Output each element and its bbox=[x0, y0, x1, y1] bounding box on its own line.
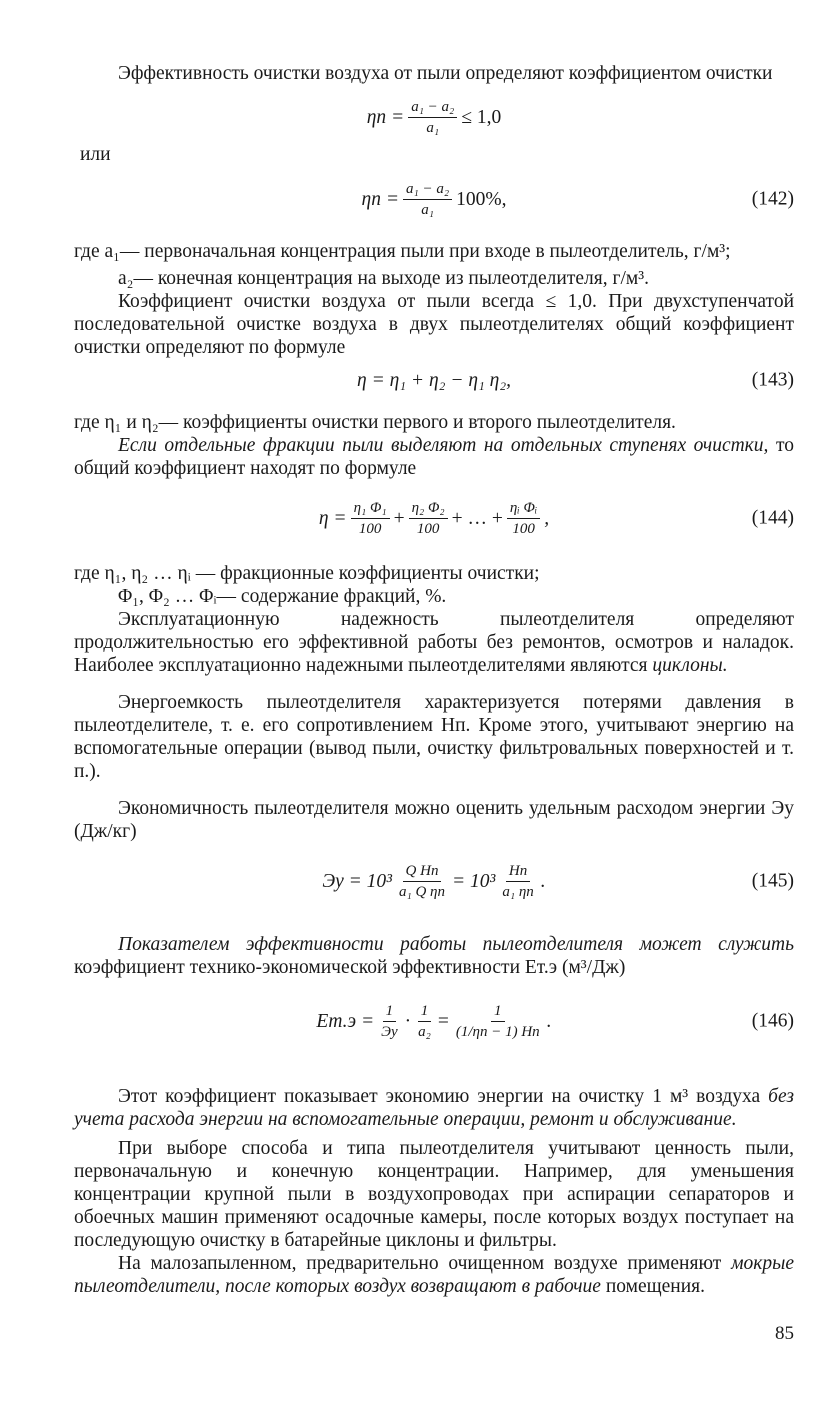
fraction bbox=[351, 499, 390, 538]
paragraph-two-stage: Коэффициент очистки воздуха от пыли всегда ≤ 1,0. При двухступенчатой последовательной очистке воздуха в двух пылеотделителях общий коэффициент очистки определяют по формуле bbox=[74, 291, 794, 358]
plus-sign: + bbox=[393, 507, 405, 529]
definition-a1: где a₁— первоначальная концентрация пыли при входе в пылеотделитель, г/м³; bbox=[74, 241, 731, 262]
formula-144 bbox=[74, 486, 794, 550]
page-number: 85 bbox=[775, 1323, 794, 1344]
fraction-denominator: Эу bbox=[381, 1023, 398, 1040]
formula-lhs: Эу = 10³ bbox=[322, 870, 392, 892]
fraction bbox=[415, 1002, 434, 1041]
plain-text: помещения. bbox=[600, 1276, 706, 1297]
definition-eta12: где η₁ и η₂— коэффициенты очистки первого и второго пылеотделителя. bbox=[74, 412, 676, 433]
ellipsis-sum: + … + bbox=[451, 507, 503, 529]
fraction-denominator: 100 bbox=[416, 520, 440, 537]
plain-text: На малозапыленном, предварительно очищенном воздухе применяют bbox=[118, 1253, 732, 1274]
equation-number: (145) bbox=[751, 870, 794, 892]
fraction-denominator: a₁ bbox=[426, 119, 440, 136]
definition-a2: a₂— конечная концентрация на выходе из пылеотделителя, г/м³. bbox=[118, 268, 649, 289]
plain-text: коэффициент технико-экономической эффективности Eт.э (м³/Дж) bbox=[74, 957, 626, 978]
formula-rhs: ≤ 1,0 bbox=[461, 106, 502, 128]
formula-lhs: ηп = bbox=[366, 106, 405, 128]
fraction-numerator: Q Hп bbox=[403, 862, 442, 882]
equation-number: (146) bbox=[751, 1010, 794, 1032]
paragraph-efficiency: Эффективность очистки воздуха от пыли определяют коэффициентом очистки bbox=[118, 63, 773, 84]
italic-text: мокрые пылеотделители, после которых воздух возвращают в рабочие bbox=[74, 1253, 794, 1297]
formula-146 bbox=[74, 983, 794, 1059]
definition-eta-i: где η₁, η₂ … ηᵢ — фракционные коэффициенты очистки; bbox=[74, 563, 540, 584]
plain-text: Этот коэффициент показывает экономию энергии на очистку 1 м³ воздуха bbox=[118, 1086, 769, 1107]
fraction bbox=[499, 862, 536, 901]
paragraph-economy: Экономичность пылеотделителя можно оценить удельным расходом энергии Эу (Дж/кг) bbox=[74, 798, 794, 842]
paragraph-tech-economic bbox=[74, 933, 794, 979]
formula-lhs: Eт.э = bbox=[316, 1010, 375, 1032]
formula-tail: . bbox=[546, 1010, 552, 1032]
fraction bbox=[409, 499, 448, 538]
fraction-denominator: a₂ bbox=[418, 1023, 431, 1040]
formula-mid: = 10³ bbox=[452, 870, 496, 892]
fraction-numerator: 1 bbox=[418, 1002, 432, 1022]
fraction bbox=[396, 862, 448, 901]
paragraph-wet-separators bbox=[74, 1252, 794, 1298]
fraction-numerator: ηᵢ Φᵢ bbox=[507, 499, 540, 519]
fraction-numerator: η₁ Φ₁ bbox=[351, 499, 390, 519]
fraction-numerator: a₁ − a₂ bbox=[408, 98, 457, 118]
formula-tail: , bbox=[544, 507, 550, 529]
fraction-numerator: Hп bbox=[506, 862, 530, 882]
fraction-denominator: a₁ Q ηп bbox=[399, 883, 445, 900]
fraction bbox=[507, 499, 540, 538]
fraction-denominator: 100 bbox=[512, 520, 535, 537]
fraction-denominator: a₁ bbox=[421, 201, 434, 218]
formula-142 bbox=[74, 170, 794, 228]
fraction-denominator: (1/ηп − 1) Hп bbox=[455, 1023, 540, 1040]
paragraph-reliability bbox=[74, 608, 794, 677]
paragraph-choice: При выборе способа и типа пылеотделителя учитывают ценность пыли, первоначальную и конечную концентрации. Например, для уменьшения концентрации крупной пыли в воздухопроводах при аспирации сепараторов и обоечных машин применяют осадочные камеры, после которых воздух поступает на последующую очистку в батарейные циклоны и фильтры. bbox=[74, 1138, 794, 1251]
paragraph-fractions bbox=[74, 434, 794, 480]
fraction bbox=[453, 1002, 543, 1041]
equation-number: (143) bbox=[751, 369, 794, 391]
formula-rhs: 100%, bbox=[456, 188, 507, 210]
formula-efficiency-ratio bbox=[74, 91, 794, 143]
multiply-dot: · bbox=[404, 1010, 412, 1032]
formula-tail: . bbox=[540, 870, 546, 892]
fraction-numerator: 1 bbox=[383, 1002, 397, 1022]
formula-lhs: η = bbox=[318, 507, 347, 529]
plain-text: Эксплуатационную надежность пылеотделителя определяют продолжительностью его эффективной работы без ремонтов, осмотров и наладок. Наиболее эксплуатационно надежными пылеотделителями являются bbox=[74, 609, 794, 676]
formula-expression: η = η₁ + η₂ − η₁ η₂, bbox=[357, 369, 511, 391]
fraction-denominator: 100 bbox=[358, 520, 382, 537]
italic-text: Если отдельные фракции пыли выделяют на отдельных ступенях очистки, bbox=[118, 435, 769, 456]
formula-145 bbox=[74, 849, 794, 913]
paragraph-energy: Энергоемкость пылеотделителя характеризуется потерями давления в пылеотделителе, т. е. его сопротивлением Hп. Кроме этого, учитывают энергию на вспомогательные операции (вывод пыли, очистку фильтровальных поверхностей и т. п.). bbox=[74, 692, 794, 782]
formula-143 bbox=[74, 359, 794, 401]
fraction bbox=[408, 98, 457, 137]
definition-phi-i: Φ₁, Φ₂ … Φᵢ— содержание фракций, %. bbox=[118, 586, 447, 607]
plain-text: то общий коэффициент находят по формуле bbox=[74, 435, 795, 479]
formula-lhs: ηп = bbox=[361, 188, 400, 210]
equals-sign: = bbox=[437, 1010, 449, 1032]
fraction-denominator: a₁ ηп bbox=[502, 883, 534, 900]
italic-text: Показателем эффективности работы пылеотделителя может служить bbox=[118, 934, 794, 955]
fraction-numerator: η₂ Φ₂ bbox=[409, 499, 448, 519]
italic-text: без учета расхода энергии на вспомогательные операции, ремонт и обслуживание. bbox=[74, 1086, 794, 1130]
or-word: или bbox=[80, 144, 111, 165]
italic-text: циклоны. bbox=[652, 655, 728, 676]
fraction bbox=[403, 180, 452, 219]
fraction bbox=[378, 1002, 400, 1041]
equation-number: (144) bbox=[751, 507, 794, 529]
fraction-numerator: a₁ − a₂ bbox=[403, 180, 452, 200]
paragraph-coefficient-meaning bbox=[74, 1085, 794, 1131]
fraction-numerator: 1 bbox=[491, 1002, 505, 1022]
equation-number: (142) bbox=[751, 188, 794, 210]
